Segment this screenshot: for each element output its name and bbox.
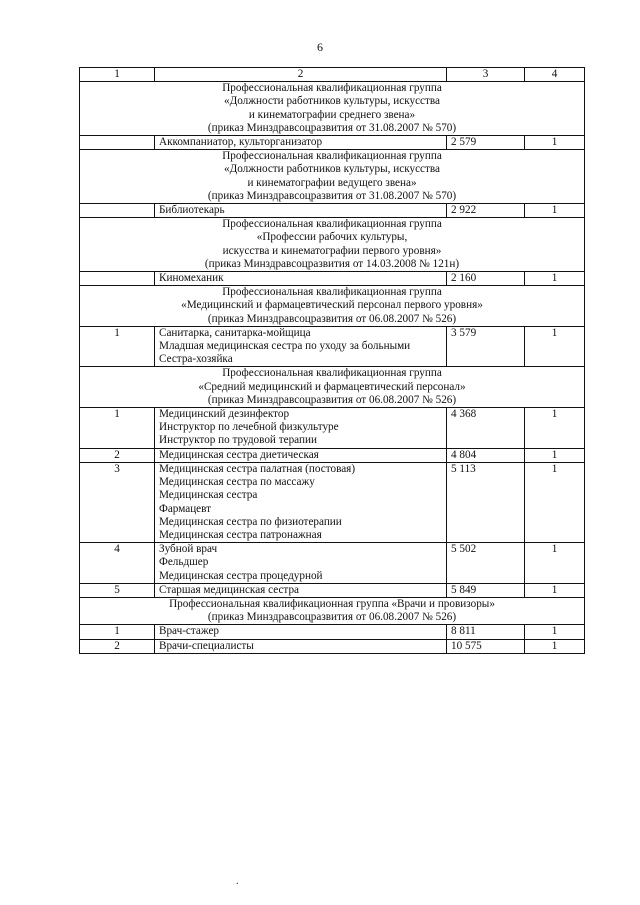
- table-row: [80, 543, 585, 584]
- table-row: [80, 583, 585, 597]
- salary-cell: 8 811: [447, 625, 525, 639]
- position-name: Фармацевт: [159, 502, 212, 515]
- salary-cell: 2 579: [447, 136, 525, 150]
- position-cell: [155, 272, 447, 286]
- group-header-row: [80, 597, 585, 624]
- salary-table: [79, 67, 585, 654]
- group-header-row: [80, 218, 585, 272]
- coefficient-cell: 1: [525, 408, 585, 449]
- coefficient-cell: 1: [525, 272, 585, 286]
- position-cell: [155, 462, 447, 542]
- position-name: Библиотекарь: [159, 204, 225, 217]
- position-name: Медицинская сестра по физиотерапии: [159, 515, 342, 528]
- coefficient-cell: 1: [525, 625, 585, 639]
- group-header-line: «Медицинский и фармацевтический персонал первого уровня»: [181, 299, 483, 312]
- position-name: Киномеханик: [159, 272, 224, 285]
- group-header: [80, 218, 585, 272]
- page-number: 6: [317, 40, 323, 54]
- group-header-line: (приказ Минздравсоцразвития от 06.08.2007 № 526): [207, 393, 457, 406]
- salary-cell: 5 502: [447, 543, 525, 584]
- position-cell: [155, 625, 447, 639]
- position-cell: [155, 639, 447, 653]
- group-header-row: [80, 286, 585, 327]
- group-header-line: Профессиональная квалификационная группа: [222, 218, 442, 231]
- salary-table-body: [80, 68, 585, 654]
- salary-cell: 2 160: [447, 272, 525, 286]
- level-cell: [80, 204, 155, 218]
- position-name: Аккомпаниатор, культорганизатор: [159, 136, 323, 149]
- level-cell: 1: [80, 625, 155, 639]
- group-header: [80, 286, 585, 327]
- position-cell: [155, 204, 447, 218]
- group-header-line: (приказ Минздравсоцразвития от 06.08.2007 № 526): [207, 312, 457, 325]
- table-row: [80, 204, 585, 218]
- group-header-line: и кинематографии среднего звена»: [248, 108, 416, 121]
- position-name: Медицинская сестра патронажная: [159, 528, 322, 541]
- group-header-line: (приказ Минздравсоцразвития от 31.08.2007 № 570): [207, 189, 457, 202]
- coefficient-cell: 1: [525, 136, 585, 150]
- column-number: 3: [447, 68, 525, 82]
- group-header-line: (приказ Минздравсоцразвития от 06.08.2007 № 526): [207, 611, 457, 624]
- position-name: Врач-стажер: [159, 625, 220, 638]
- level-cell: 5: [80, 583, 155, 597]
- position-cell: [155, 583, 447, 597]
- coefficient-cell: 1: [525, 543, 585, 584]
- group-header-row: [80, 150, 585, 204]
- group-header-line: «Профессии рабочих культуры,: [256, 231, 408, 244]
- group-header-line: Профессиональная квалификационная группа: [222, 367, 442, 380]
- position-cell: [155, 136, 447, 150]
- position-name: Медицинская сестра: [159, 489, 258, 502]
- coefficient-cell: 1: [525, 204, 585, 218]
- group-header-row: [80, 82, 585, 136]
- coefficient-cell: 1: [525, 326, 585, 367]
- group-header-line: Профессиональная квалификационная группа: [222, 82, 442, 95]
- group-header-line: (приказ Минздравсоцразвития от 31.08.2007 № 570): [207, 121, 457, 134]
- position-name: Санитарка, санитарка-мойщица: [159, 326, 311, 339]
- position-name: Инструктор по трудовой терапии: [159, 434, 317, 447]
- group-header: [80, 367, 585, 408]
- table-row: [80, 326, 585, 367]
- salary-cell: 4 368: [447, 408, 525, 449]
- column-number-row: [80, 68, 585, 82]
- position-name: Фельдшер: [159, 556, 209, 569]
- group-header-line: «Должности работников культуры, искусства: [223, 95, 440, 108]
- column-number: 1: [80, 68, 155, 82]
- group-header: [80, 150, 585, 204]
- level-cell: [80, 272, 155, 286]
- level-cell: 4: [80, 543, 155, 584]
- level-cell: 2: [80, 639, 155, 653]
- group-header-line: «Должности работников культуры, искусства: [223, 163, 440, 176]
- position-name: Медицинская сестра палатная (постовая): [159, 462, 356, 475]
- position-name: Зубной врач: [159, 543, 218, 556]
- group-header-line: Профессиональная квалификационная группа «Врачи и провизоры»: [169, 597, 495, 610]
- group-header: [80, 597, 585, 624]
- group-header-row: [80, 367, 585, 408]
- position-name: Медицинская сестра по массажу: [159, 476, 315, 489]
- salary-cell: 2 922: [447, 204, 525, 218]
- level-cell: 3: [80, 462, 155, 542]
- level-cell: [80, 136, 155, 150]
- group-header-line: «Средний медицинский и фармацевтический персонал»: [198, 380, 466, 393]
- salary-cell: 5 113: [447, 462, 525, 542]
- coefficient-cell: 1: [525, 583, 585, 597]
- group-header-line: Профессиональная квалификационная группа: [222, 150, 442, 163]
- position-name: Медицинский дезинфектор: [159, 408, 290, 421]
- table-row: [80, 625, 585, 639]
- table-row: [80, 639, 585, 653]
- position-name: Сестра-хозяйка: [159, 353, 233, 366]
- level-cell: 1: [80, 326, 155, 367]
- table-row: [80, 462, 585, 542]
- coefficient-cell: 1: [525, 448, 585, 462]
- salary-cell: 5 849: [447, 583, 525, 597]
- group-header-line: и кинематографии ведущего звена»: [247, 176, 417, 189]
- table-row: [80, 448, 585, 462]
- level-cell: 2: [80, 448, 155, 462]
- salary-cell: 4 804: [447, 448, 525, 462]
- salary-cell: 10 575: [447, 639, 525, 653]
- position-name: Младшая медицинская сестра по уходу за больными: [159, 340, 411, 353]
- position-cell: [155, 326, 447, 367]
- group-header-line: искусства и кинематографии первого уровня»: [222, 244, 442, 257]
- position-name: Старшая медицинская сестра: [159, 583, 299, 596]
- group-header: [80, 82, 585, 136]
- position-name: Врачи-специалисты: [159, 639, 254, 652]
- group-header-line: Профессиональная квалификационная группа: [222, 286, 442, 299]
- table-row: [80, 408, 585, 449]
- coefficient-cell: 1: [525, 462, 585, 542]
- coefficient-cell: 1: [525, 639, 585, 653]
- group-header-line: (приказ Минздравсоцразвития от 14.03.2008 № 121н): [204, 257, 460, 270]
- position-cell: [155, 448, 447, 462]
- position-name: Медицинская сестра диетическая: [159, 448, 319, 461]
- position-cell: [155, 543, 447, 584]
- column-number: 4: [525, 68, 585, 82]
- salary-cell: 3 579: [447, 326, 525, 367]
- column-number: 2: [155, 68, 447, 82]
- position-cell: [155, 408, 447, 449]
- table-row: [80, 136, 585, 150]
- position-name: Медицинская сестра процедурной: [159, 569, 323, 582]
- scan-dot: .: [236, 876, 239, 887]
- table-row: [80, 272, 585, 286]
- position-name: Инструктор по лечебной физкультуре: [159, 421, 339, 434]
- level-cell: 1: [80, 408, 155, 449]
